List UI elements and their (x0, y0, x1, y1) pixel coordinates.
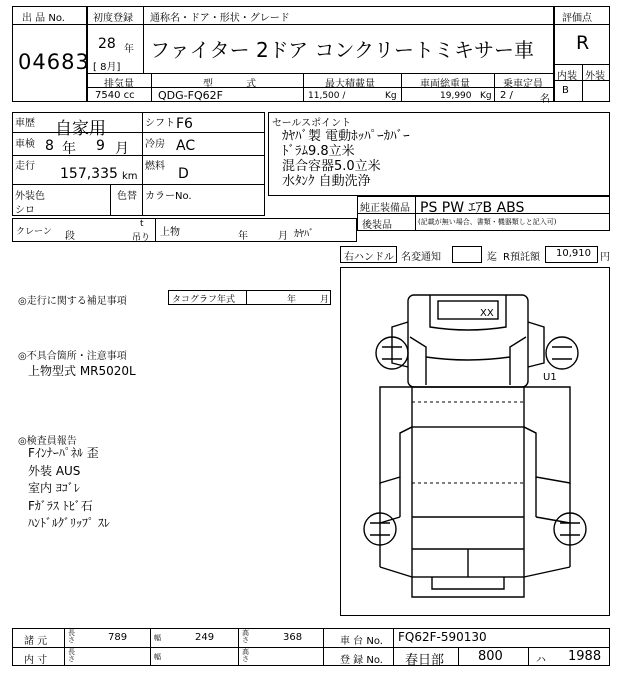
name-change-label: 名変通知 (401, 252, 441, 263)
max-load: 11,500 / (308, 91, 346, 101)
width-label: 幅 (154, 634, 161, 642)
reg-area: 春日部 (405, 653, 445, 668)
mileage-unit: km (122, 171, 138, 182)
inspector-line: Fｶﾞﾗｽ ﾄﾋﾞ石 (28, 498, 93, 513)
aftermarket-label: 後装品 (362, 220, 392, 231)
tacho-year: 年 (287, 295, 297, 305)
ac-label: 冷房 (145, 139, 165, 150)
max-load-label: 最大積載量 (325, 79, 375, 90)
inspector-line: Fｲﾝﾅｰﾊﾟﾈﾙ 歪 (28, 446, 99, 460)
history-label: 車歴 (15, 118, 35, 129)
color-code-label: カラーNo. (145, 191, 192, 202)
body-month-unit: 月 (278, 231, 288, 242)
shift-label: シフト (145, 118, 175, 129)
crane-ton-unit: t (140, 219, 144, 229)
gross-weight-unit: Kg (480, 91, 492, 101)
car-name: ファイター 2ドア コンクリートミキサー車 (150, 38, 535, 62)
aftermarket-note: (記載が無い場合、書類・機器類しと記入可) (418, 218, 557, 226)
inspector-report-label: ◎検査員報告 (18, 436, 77, 447)
fuel: D (178, 166, 189, 182)
height: 368 (283, 632, 303, 643)
reg-number: 1988 (568, 649, 602, 664)
mileage: 157,335 (60, 166, 118, 182)
equipment-label: 純正装備品 (360, 203, 410, 214)
length: 789 (108, 632, 128, 643)
color-label: 外装色 (15, 191, 45, 202)
inspector-line: ﾊﾝﾄﾞﾙｸﾞﾘｯﾌﾟ ｽﾚ (28, 516, 110, 530)
chassis-label: 車 台 No. (340, 636, 383, 647)
max-load-unit: Kg (385, 91, 397, 101)
recycle-amount: 10,910 (556, 248, 591, 259)
driving-notes-label: ◎走行に関する補足事項 (18, 296, 127, 307)
gross-weight: 19,990 (440, 91, 472, 101)
reg-class: 800 (478, 649, 503, 664)
drive-side: 右ハンドル (344, 252, 394, 263)
car-name-label: 通称名・ドア・形状・グレード (150, 13, 290, 24)
sales-points-label: セールスポイント (272, 118, 352, 129)
inspection-year-unit: 年 (62, 141, 76, 157)
lot-no: 04683 (18, 50, 90, 74)
inspection-year: 8 (45, 138, 54, 154)
sales-point-line: 混合容器5.0立米 (282, 159, 381, 174)
length-label: 長さ (68, 629, 75, 644)
capacity-unit: 名 (540, 94, 550, 105)
damage-mark-xx: XX (480, 308, 494, 319)
inner-dims-label: 内 寸 (24, 655, 48, 666)
crane-label: クレーン (16, 227, 52, 237)
reg-label: 登 録 No. (340, 655, 383, 666)
grade-label: 評価点 (562, 13, 592, 24)
first-reg-month: [ 8月] (93, 62, 121, 73)
inner-width-label: 幅 (154, 653, 161, 661)
sales-point-line: ｶﾔﾊﾞ製 電動ﾎｯﾊﾟｰｶﾊﾞｰ (282, 129, 410, 144)
first-reg-year-unit: 年 (124, 44, 134, 55)
body-maker: ｶﾔﾊﾞ (294, 229, 314, 240)
lot-no-label: 出 品 No. (22, 13, 65, 24)
inspection-month-unit: 月 (115, 141, 129, 157)
truck-diagram-svg (340, 267, 610, 616)
tacho-month: 月 (320, 295, 330, 305)
reg-kana: ハ (536, 655, 546, 666)
model: QDG-FQ62F (158, 89, 223, 102)
capacity: 2 / (500, 90, 513, 101)
mileage-label: 走行 (15, 161, 35, 172)
grade-value: R (576, 32, 590, 54)
equipment: PS PW ｴｱB ABS (420, 200, 525, 216)
width: 249 (195, 632, 215, 643)
inspector-line: 外装 AUS (28, 463, 81, 478)
recycle-unit: 円 (600, 252, 610, 263)
inner-length-label: 長さ (68, 648, 75, 663)
color: シロ (15, 205, 35, 216)
crane-hoist-unit: 吊り (132, 233, 151, 243)
chassis-no: FQ62F-590130 (398, 630, 487, 644)
dims-label: 諸 元 (24, 636, 48, 647)
interior-grade-label: 内装 (557, 71, 577, 82)
height-label: 高さ (242, 629, 249, 644)
inspection-label: 車検 (15, 139, 35, 150)
recycle-label: R預託額 (503, 252, 540, 263)
model-label: 型 式 (203, 79, 257, 90)
body-year-unit: 年 (238, 231, 248, 242)
shift: F6 (176, 116, 193, 132)
defect-line: 上物型式 MR5020L (28, 364, 136, 378)
ac: AC (176, 138, 196, 154)
displacement: 7540 cc (95, 90, 135, 101)
defect-label: ◎不具合箇所・注意事項 (18, 351, 127, 362)
displacement-label: 排気量 (104, 79, 134, 90)
inner-height-label: 高さ (242, 648, 249, 663)
color-change-label: 色替 (117, 191, 137, 202)
inspector-line: 室内 ﾖｺﾞﾚ (28, 481, 80, 495)
sales-point-line: ﾄﾞﾗﾑ9.8立米 (282, 144, 355, 159)
capacity-label: 乗車定員 (503, 79, 543, 90)
fuel-label: 燃料 (145, 161, 165, 172)
damage-mark-u1: U1 (543, 372, 557, 383)
interior-grade: B (562, 85, 569, 96)
gross-weight-label: 車両総重量 (420, 79, 470, 90)
history: 自家用 (55, 119, 106, 139)
tacho-label: タコグラフ年式 (172, 295, 236, 305)
sales-point-line: 水ﾀﾝｸ 自動洗浄 (282, 174, 371, 189)
exterior-grade-label: 外装 (585, 71, 605, 82)
first-reg-year: 28 (98, 36, 116, 52)
inspection-month: 9 (96, 138, 105, 154)
recycle-prefix: 迄 (487, 252, 497, 263)
crane-stage-unit: 段 (65, 231, 75, 242)
body-label: 上物 (160, 227, 180, 238)
first-reg-label: 初度登録 (93, 13, 133, 24)
